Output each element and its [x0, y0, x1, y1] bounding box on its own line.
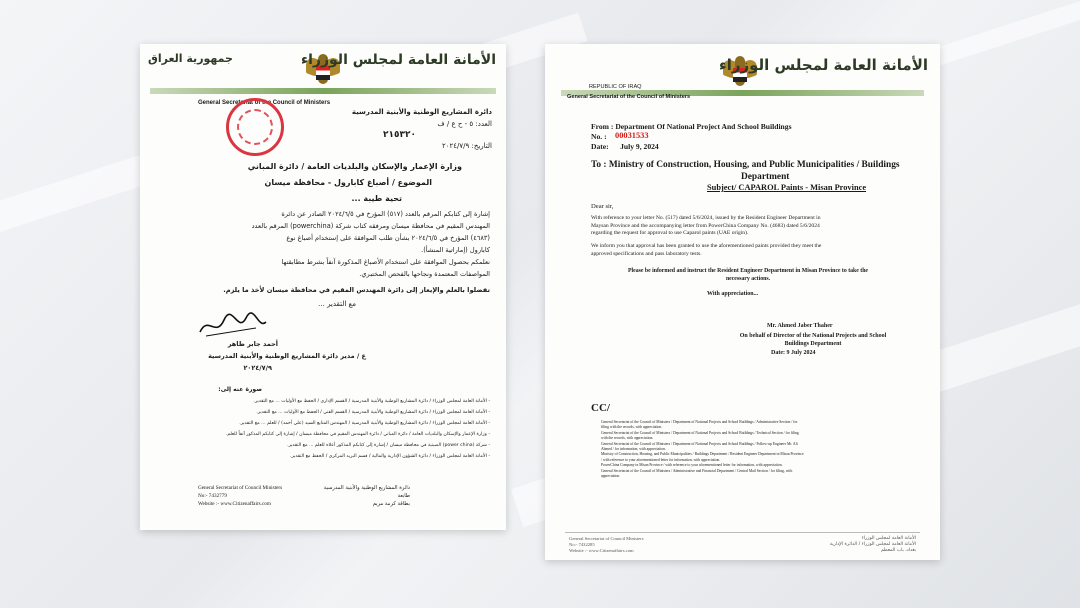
footer-line: بغداد، باب المعظم	[880, 548, 916, 553]
date-label: التاريخ: ٢٠٢٤/٧/٩	[441, 142, 492, 150]
subject-line: Subject/ CAPAROL Paints - Misan Province	[707, 183, 867, 192]
from-line: From : Department Of National Project And School Buildings	[591, 122, 792, 131]
cc-item: General Secretariat of the Council of Ministers / Department of National Projects and School Buildings / Technical Section / for filing	[601, 430, 799, 435]
footer-line: No:- 7432285	[569, 542, 595, 547]
body-line: نعلمكم بحصول الموافقة على استخدام الأصباغ المذكورة آنفاً بشرط مطابقتها	[281, 258, 490, 266]
footer-line: Website :- www.Citizenaffairs.com	[198, 501, 271, 507]
paragraph-2	[591, 243, 821, 258]
body-line: المهندس المقيم في محافظة ميسان ومرفقه كتاب شركة (powerchina) المرقم بالعدد	[251, 222, 490, 230]
letterhead-english-country: REPUBLIC OF IRAQ	[589, 84, 642, 90]
paragraph-1	[591, 215, 821, 238]
english-letter-page	[545, 44, 940, 560]
cc-item: General Secretariat of the Council of Ministers / Department of National Projects and School Buildings / Administrative Section / for	[601, 420, 798, 424]
department-name: دائرة المشاريع الوطنية والأبنية المدرسية	[351, 108, 492, 116]
cc-item: General Secretariat of the Council of Ministers / Department of National Projects and School Buildings / Follow-up Engineer Mr. Ali	[601, 441, 798, 446]
cc-item: Ahmed / for information, with appreciation.	[601, 447, 666, 452]
cc-title: صورة عنه إلى:	[218, 386, 262, 393]
footer-line: الأمانة العامة لمجلس الوزراء	[861, 536, 916, 541]
signer-title	[713, 332, 913, 348]
instruction-line: necessary actions.	[725, 276, 771, 282]
footer-english	[198, 484, 282, 508]
letterhead	[140, 44, 506, 114]
cc-item: PowerChina Company in Misan Province / with reference to your aforementioned letter for information, with appreciation.	[601, 463, 783, 468]
footer-line: دائرة المشاريع الوطنية والأبنية المدرسية	[323, 485, 410, 491]
signer-title-line: Buildings Department	[784, 341, 842, 347]
paragraph-line: regarding the request for approval to use Caparol paints (UAE origin).	[591, 230, 749, 237]
body-line: (٤٦٨٣) المؤرخ في ٢٠٢٤/٦/٥ بشأن طلب الموافقة على إستخدام أصباغ نوع	[286, 234, 490, 242]
to-line-2: Department	[741, 172, 790, 182]
cc-item: - الأمانة العامة لمجلس الوزراء / دائرة الشؤون الإدارية والمالية / قسم البريد المركزي / الحفظ مع التقدير.	[290, 454, 490, 459]
ref-label: العدد: ٥ - ح ع / ف	[437, 120, 492, 128]
greeting: تحية طيبة ...	[351, 194, 402, 203]
cc-title: CC/	[591, 402, 610, 414]
footer-arabic	[324, 484, 410, 508]
cc-item: - الأمانة العامة لمجلس الوزراء / دائرة المشاريع الوطنية والأبنية المدرسية / القسم الفني / الحفظ مع الأوليات ... مع التقدير.	[256, 410, 490, 415]
signer-title: ع / مدير دائرة المشاريع الوطنية والأبنية المدرسية	[208, 352, 366, 360]
signer-name: Mr. Ahmed Jaber Thaher	[767, 323, 833, 329]
sign-date: Date: 9 July 2024	[771, 350, 816, 356]
cc-list	[601, 420, 804, 479]
red-official-stamp	[226, 98, 284, 156]
instruction	[593, 267, 903, 283]
footer-line: طابعة	[397, 493, 410, 499]
letterhead-english: General Secretariat of the Council of Ministers	[198, 100, 331, 106]
footer-line: General Secretariat of Council Ministers	[569, 536, 644, 541]
paragraph-line: approved specifications and pass laboratory tests.	[591, 250, 702, 257]
footer-arabic	[830, 536, 916, 554]
footer-line: Website :- www.Citizenaffairs.com	[569, 548, 634, 553]
letterhead-arabic-main: الأمانة العامة لمجلس الوزراء	[719, 56, 928, 74]
letterhead-english: General Secretariat of the Council of Ministers	[567, 94, 691, 100]
paragraph-line: With reference to your letter No. (517) dated 5/6/2024, issued by the Resident Engineer Department in	[591, 215, 821, 221]
paragraph-line: Maysan Province and the accompanying letter from PowerChina Company No. (4683) dated 5/6/2024	[591, 222, 820, 229]
cc-item: / with reference to your aforementioned letter for information, with appreciation.	[601, 457, 721, 462]
body-text	[252, 208, 490, 280]
cc-item: appreciation.	[601, 474, 621, 479]
paragraph-line: We inform you that approval has been granted to use the aforementioned paints provided they meet the	[591, 243, 822, 249]
regards: مع التقدير ...	[318, 300, 356, 308]
salutation: Dear sir,	[591, 203, 614, 210]
arabic-letter-page	[140, 44, 506, 530]
body-line: إشارة إلى كتابكم المرقم بالعدد (٥١٧) المؤرخ في ٢٠٢٤/٦/٥ الصادر عن دائرة	[281, 210, 490, 218]
instruction-line: Please be informed and instruct the Resident Engineer Department in Misan Province to take the	[627, 268, 868, 274]
no-label: No. :	[591, 132, 607, 141]
letterhead-arabic-main: الأمانة العامة لمجلس الوزراء	[300, 52, 496, 68]
footer-divider	[565, 532, 920, 533]
footer-line: No:- 7432779	[198, 493, 227, 499]
letterhead-arabic-left: جمهورية العراق	[148, 52, 233, 65]
cc-item: with the records, with appreciation.	[601, 436, 654, 441]
addressee: وزارة الإعمار والإسكان والبلديات العامة / دائرة المباني	[247, 162, 462, 171]
cc-item: - الأمانة العامة لمجلس الوزراء / دائرة المشاريع الوطنية والأبنية المدرسية / القسم الإداري / الحفظ مع الأوليات ... مع التقدير.	[253, 399, 490, 404]
subject: الموضوع / أصباغ كابارول - محافظة ميسان	[264, 178, 432, 187]
footer-line: General Secretariat of Council Ministers	[198, 485, 283, 491]
cc-item: Ministry of Construction, Housing, and Public Municipalities / Buildings Department / Resident Engineer Department in Misan Province	[601, 452, 804, 457]
footer-line: الأمانة العامة لمجلس الوزراء / الدائرة الإدارية	[829, 542, 916, 547]
date-line: Date: July 9, 2024	[591, 142, 659, 151]
to-line: To : Ministry of Construction, Housing, and Public Municipalities / Buildings	[591, 160, 900, 170]
letterhead	[545, 44, 940, 114]
footer-line: بطاقة كرمة مريم	[372, 501, 410, 507]
body-line: المواصفات المعتمدة ونجاحها بالفحص المختبري.	[359, 270, 490, 278]
signature-drawing	[198, 310, 268, 340]
no-value: 00031533	[615, 131, 649, 140]
cc-item: General Secretariat of the Council of Ministers / Administrative and Financial Department / Central Mail Section / for filing, with	[601, 468, 793, 473]
cc-item: - وزارة الإعمار والإسكان والبلديات العامة / دائرة المباني / دائرة المهندس المقيم في محافظة ميسان / إشارة إلى كتابكم المذكور آنفاً للعلم.	[225, 432, 490, 437]
cc-item: filing with the records, with appreciation.	[601, 425, 663, 430]
closing-request: تفضلوا بالعلم والإيعاز إلى دائرة المهندس المقيم في محافظة ميسان لأخذ ما يلزم.	[223, 286, 490, 294]
signer-title-line: On behalf of Director of the National Projects and School	[739, 333, 887, 339]
cc-list	[160, 396, 490, 462]
footer-english	[569, 536, 644, 554]
ref-number: ٢١٥٣٢٠	[383, 130, 416, 140]
signer-name: أحمد جابر ظاهر	[227, 340, 278, 348]
body-line: كابارول (إماراتية المنشأ).	[421, 246, 490, 254]
cc-item: - شركة (power china) الصينية في محافظة ميسان / إشارة إلى كتابكم المذكور أعلاه للعلم ... مع التقدير.	[287, 443, 490, 448]
sign-date: ٢٠٢٤/٧/٩	[243, 364, 272, 372]
cc-item: - الأمانة العامة لمجلس الوزراء / دائرة المشاريع الوطنية والأبنية المدرسية / المهندس المتابع السيد (علي أحمد) / للعلم ... مع التقدير.	[239, 421, 490, 426]
appreciation: With appreciation...	[707, 291, 759, 297]
